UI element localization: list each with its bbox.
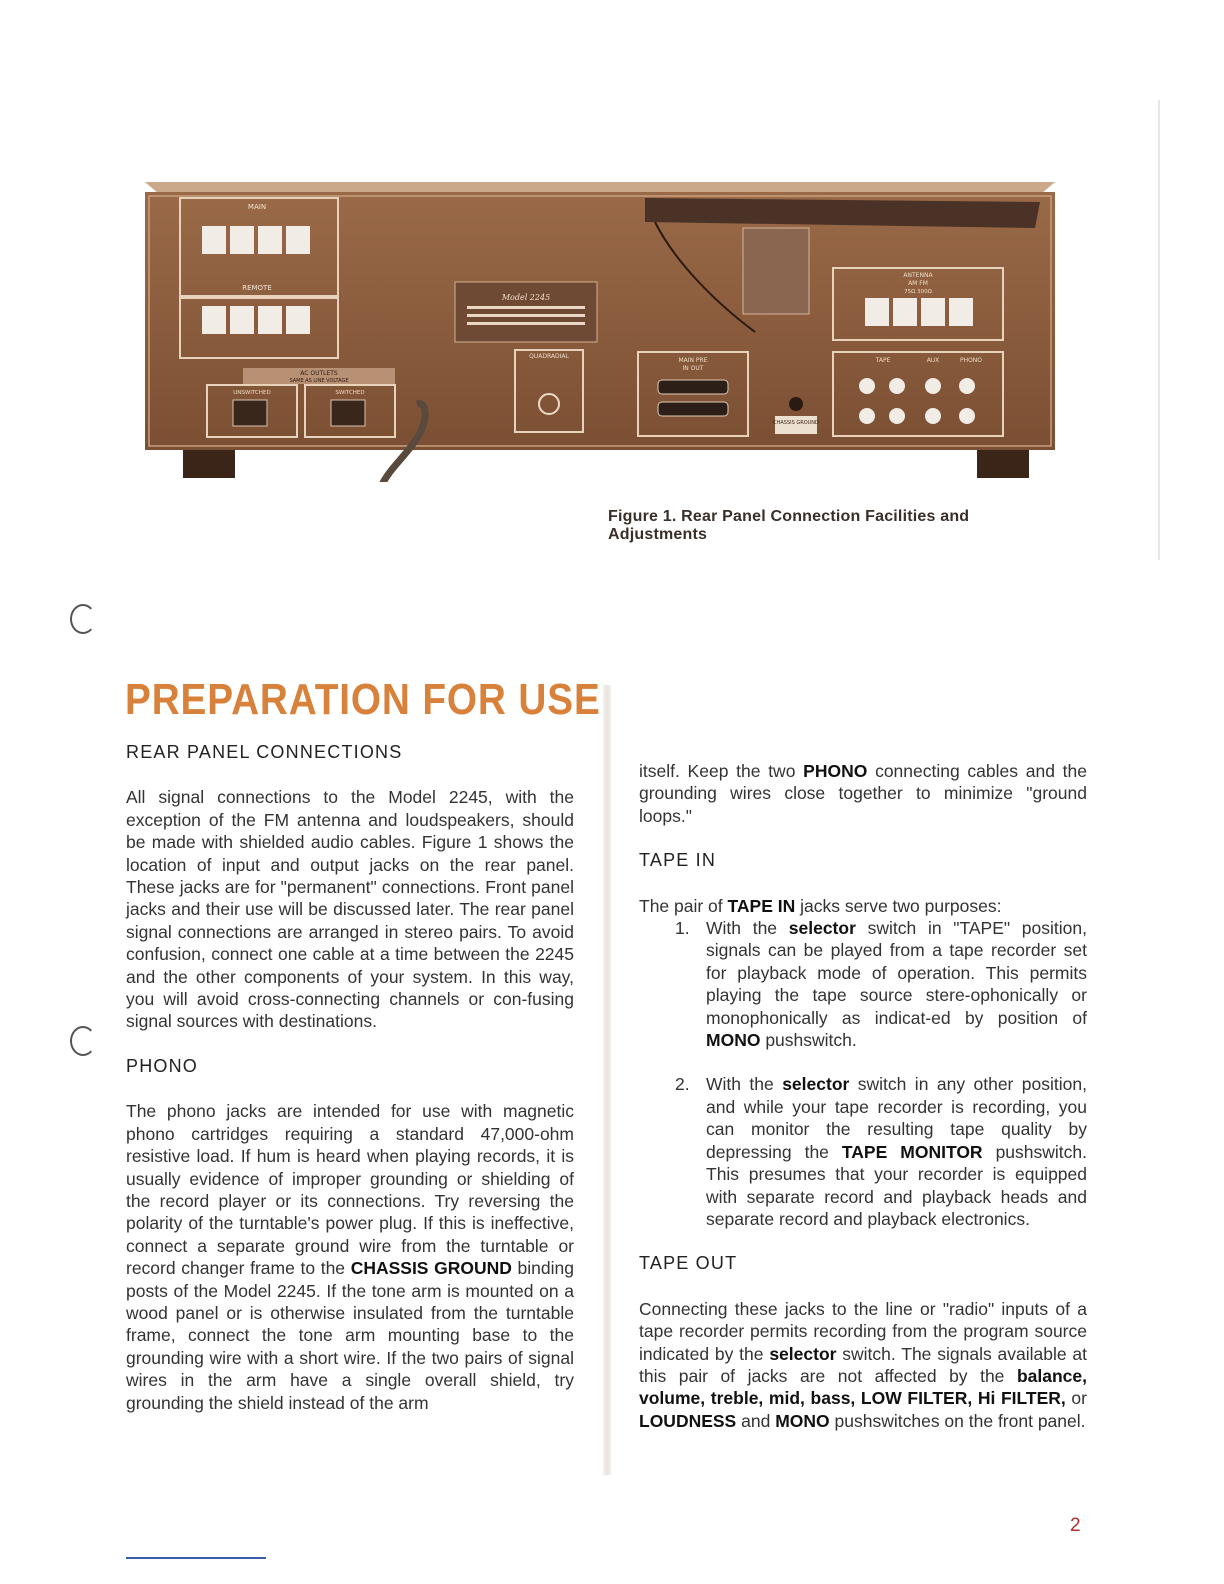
list-item: 2. With the selector switch in any other position, and while your tape recorder is recording, you can monitor the resulting tape quality by depressing the TAPE MONITOR pushswitch. This presumes that your recorder is equipped with separate record and playback heads and separate record and playback electronics. [675, 1074, 1087, 1229]
serial-plate [455, 282, 597, 342]
svg-text:CHASSIS GROUND: CHASSIS GROUND [773, 420, 819, 426]
figure-caption: Figure 1. Rear Panel Connection Facilities and Adjustments [608, 508, 970, 543]
column-divider [603, 685, 611, 1475]
list-item: 1. With the selector switch in "TAPE" position, signals can be played from a tape recorder set for playback mode of operation. This permits playing the tape source stere-ophonically or monophonically as indicat-ed by position of MONO pushswitch. [675, 918, 1087, 1051]
section-heading-tape-out: TAPE OUT [639, 1253, 738, 1274]
svg-text:AUX: AUX [926, 357, 940, 364]
svg-text:ANTENNA: ANTENNA [903, 272, 933, 279]
section-heading-tape-in: TAPE IN [639, 850, 717, 871]
svg-text:AC OUTLETS: AC OUTLETS [300, 370, 338, 377]
right-foot [977, 450, 1029, 478]
svg-text:MAIN: MAIN [247, 203, 267, 211]
binder-hole-icon [70, 604, 96, 634]
section-heading-rear-panel: REAR PANEL CONNECTIONS [126, 742, 403, 762]
rear-panel-paragraph: All signal connections to the Model 2245, with the exception of the FM antenna and loudspeakers, should be made with shielded audio cables. Figure 1 shows the location of input and output jacks on the rear panel. These jacks are for "permanent" connections. Front panel jacks and their use will be discussed later. The rear panel signal connections are arranged in stereo pairs. To avoid confusion, connect one cable at a time between the 2245 and the other components of your system. In this way, you will avoid cross-connecting channels or con-fusing signal sources with destinations. [126, 787, 574, 1032]
tape-in-intro: The pair of TAPE IN jacks serve two purposes: [639, 895, 1002, 916]
svg-text:SWITCHED: SWITCHED [335, 390, 365, 396]
binder-hole-icon [70, 1026, 96, 1056]
svg-text:QUADRADIAL: QUADRADIAL [529, 353, 569, 360]
page-title: PREPARATION FOR USE [125, 675, 601, 724]
tape-in-list [639, 917, 1087, 1230]
svg-text:AM FM: AM FM [908, 280, 928, 287]
svg-text:IN OUT: IN OUT [682, 365, 704, 372]
page-edge [1158, 100, 1160, 560]
rear-panel-figure [145, 182, 1055, 482]
svg-text:75Ω 300Ω: 75Ω 300Ω [904, 289, 932, 295]
footer-rule [126, 1557, 266, 1559]
svg-text:PHONO: PHONO [959, 357, 983, 364]
svg-text:UNSWITCHED: UNSWITCHED [233, 390, 271, 396]
tape-out-paragraph: Connecting these jacks to the line or "radio" inputs of a tape recorder permits recording from the program source indicated by the selector switch. The signals available at this pair of jacks are not affected by the balance, volume, treble, mid, bass, LOW FILTER, Hi FILTER, or LOUDNESS and MONO pushswitches on the front panel. [639, 1298, 1088, 1431]
phono-paragraph: The phono jacks are intended for use with magnetic phono cartridges requiring a standard 47,000-ohm resistive load. If hum is heard when playing records, it is usually evidence of improper grounding or shielding of the record player or its connections. Try reversing the polarity of the turntable's power plug. If this is ineffective, connect a separate ground wire from the turntable or record changer frame to the CHASSIS GROUND binding posts of the Model 2245. If the tone arm is mounted on a wood panel or is otherwise insulated from the turntable frame, connect the tone arm mounting base to the grounding wire with a short wire. If the two pairs of signal wires in the arm have a single overall shield, try grounding the shield instead of the arm [126, 1101, 574, 1413]
left-column [126, 741, 574, 1414]
right-column [639, 760, 1087, 1432]
page-number: 2 [1070, 1515, 1081, 1536]
svg-text:Model 2245: Model 2245 [501, 293, 551, 302]
svg-text:TAPE: TAPE [875, 357, 891, 364]
svg-text:REMOTE: REMOTE [242, 284, 272, 292]
svg-text:SAME AS LINE VOLTAGE: SAME AS LINE VOLTAGE [289, 378, 349, 384]
phono-continued-paragraph: itself. Keep the two PHONO connecting cables and the grounding wires close together to minimize "ground loops." [639, 761, 1087, 826]
left-foot [183, 450, 235, 478]
section-heading-phono: PHONO [126, 1055, 199, 1076]
svg-text:MAIN PRE: MAIN PRE [678, 357, 708, 364]
